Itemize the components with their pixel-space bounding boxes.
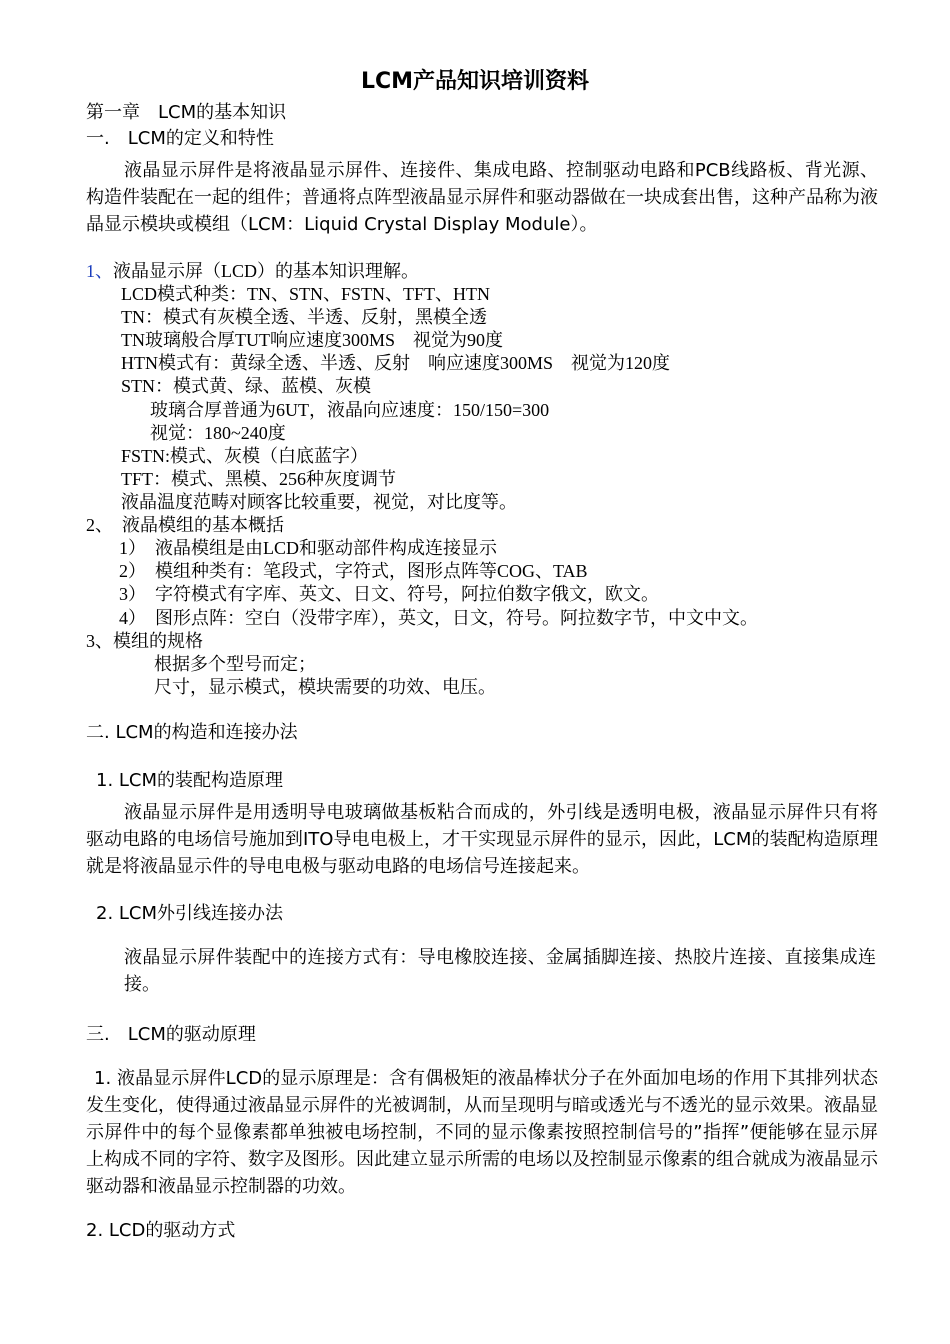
spec-heading: 3、模组的规格 [86, 631, 203, 651]
lcd-line: FSTN:模式、灰模（白底蓝字） [121, 446, 369, 466]
section-3-2-heading: 2. LCD的驱动方式 [86, 1220, 236, 1241]
stn-detail-line: 视觉：180~240度 [150, 423, 286, 443]
section-2-1-paragraph: 液晶显示屏件是用透明导电玻璃做基板粘合而成的，外引线是透明电极，液晶显示屏件只有将驱动电路的电场信号施加到ITO导电电极上，才干实现显示屏件的显示，因此，LCM的装配构造原理就是将液晶显示件的导电电极与驱动电路的电场信号连接起来。 [86, 802, 878, 877]
module-item: 3） 字符模式有字库、英文、日文、符号，阿拉伯数字俄文，欧文。 [119, 584, 659, 604]
lcd-heading-number: 1、 [86, 261, 113, 281]
spec-line: 尺寸，显示模式，模块需要的功效、电压。 [154, 677, 496, 697]
lcd-line: 液晶温度范畴对顾客比较重要，视觉，对比度等。 [121, 492, 517, 512]
section-1-heading: 一. LCM的定义和特性 [86, 128, 274, 149]
module-item: 2） 模组种类有：笔段式，字符式，图形点阵等COG、TAB [119, 561, 588, 581]
document-title: LCM产品知识培训资料 [360, 69, 590, 94]
section-1-paragraph: 液晶显示屏件是将液晶显示屏件、连接件、集成电路、控制驱动电路和PCB线路板、背光源、构造件装配在一起的组件；普通将点阵型液晶显示屏件和驱动器做在一块成套出售，这种产品称为液晶显示模块或模组（LCM：Liquid Crystal Display Module）。 [86, 160, 878, 235]
lcd-line: STN：模式黄、绿、蓝模、灰模 [121, 376, 372, 396]
section-2-heading: 二. LCM的构造和连接办法 [86, 722, 298, 743]
chapter-heading: 第一章 LCM的基本知识 [86, 102, 287, 123]
stn-detail-line: 玻璃合厚普通为6UT，液晶向应速度：150/150=300 [150, 400, 550, 420]
lcd-line: LCD模式种类：TN、STN、FSTN、TFT、HTN [121, 284, 491, 304]
lcd-line: HTN模式有：黄绿全透、半透、反射 响应速度300MS 视觉为120度 [121, 353, 671, 373]
module-heading: 2、 液晶模组的基本概括 [86, 515, 284, 535]
lcd-line: TN：模式有灰模全透、半透、反射，黑模全透 [121, 307, 487, 327]
module-item: 1） 液晶模组是由LCD和驱动部件构成连接显示 [119, 538, 497, 558]
spec-line: 根据多个型号而定； [154, 654, 316, 674]
lcd-line: TN玻璃般合厚TUT响应速度300MS 视觉为90度 [121, 330, 503, 350]
module-item: 4） 图形点阵：空白（没带字库），英文，日文，符号。阿拉数字节，中文中文。 [119, 608, 758, 628]
section-2-1-heading: 1. LCM的装配构造原理 [96, 770, 284, 791]
lcd-heading-text: 液晶显示屏（LCD）的基本知识理解。 [113, 261, 419, 281]
section-3-paragraph: 1. 液晶显示屏件LCD的显示原理是：含有偶极矩的液晶棒状分子在外面加电场的作用下其排列状态发生变化，使得通过液晶显示屏件的光被调制，从而呈现明与暗或透光与不透光的显示效果。液晶显示屏件中的每个显像素都单独被电场控制，不同的显示像素按照控制信号的”指挥”便能够在显示屏上构成不同的字符、数字及图形。因此建立显示所需的电场以及控制显示像素的组合就成为液晶显示驱动器和液晶显示控制器的功效。 [86, 1068, 878, 1197]
section-3-heading: 三. LCM的驱动原理 [86, 1024, 256, 1045]
section-2-2-heading: 2. LCM外引线连接办法 [96, 903, 284, 924]
lcd-line: TFT：模式、黑模、256种灰度调节 [121, 469, 396, 489]
section-2-2-paragraph: 液晶显示屏件装配中的连接方式有：导电橡胶连接、金属插脚连接、热胶片连接、直接集成连接。 [124, 947, 876, 995]
